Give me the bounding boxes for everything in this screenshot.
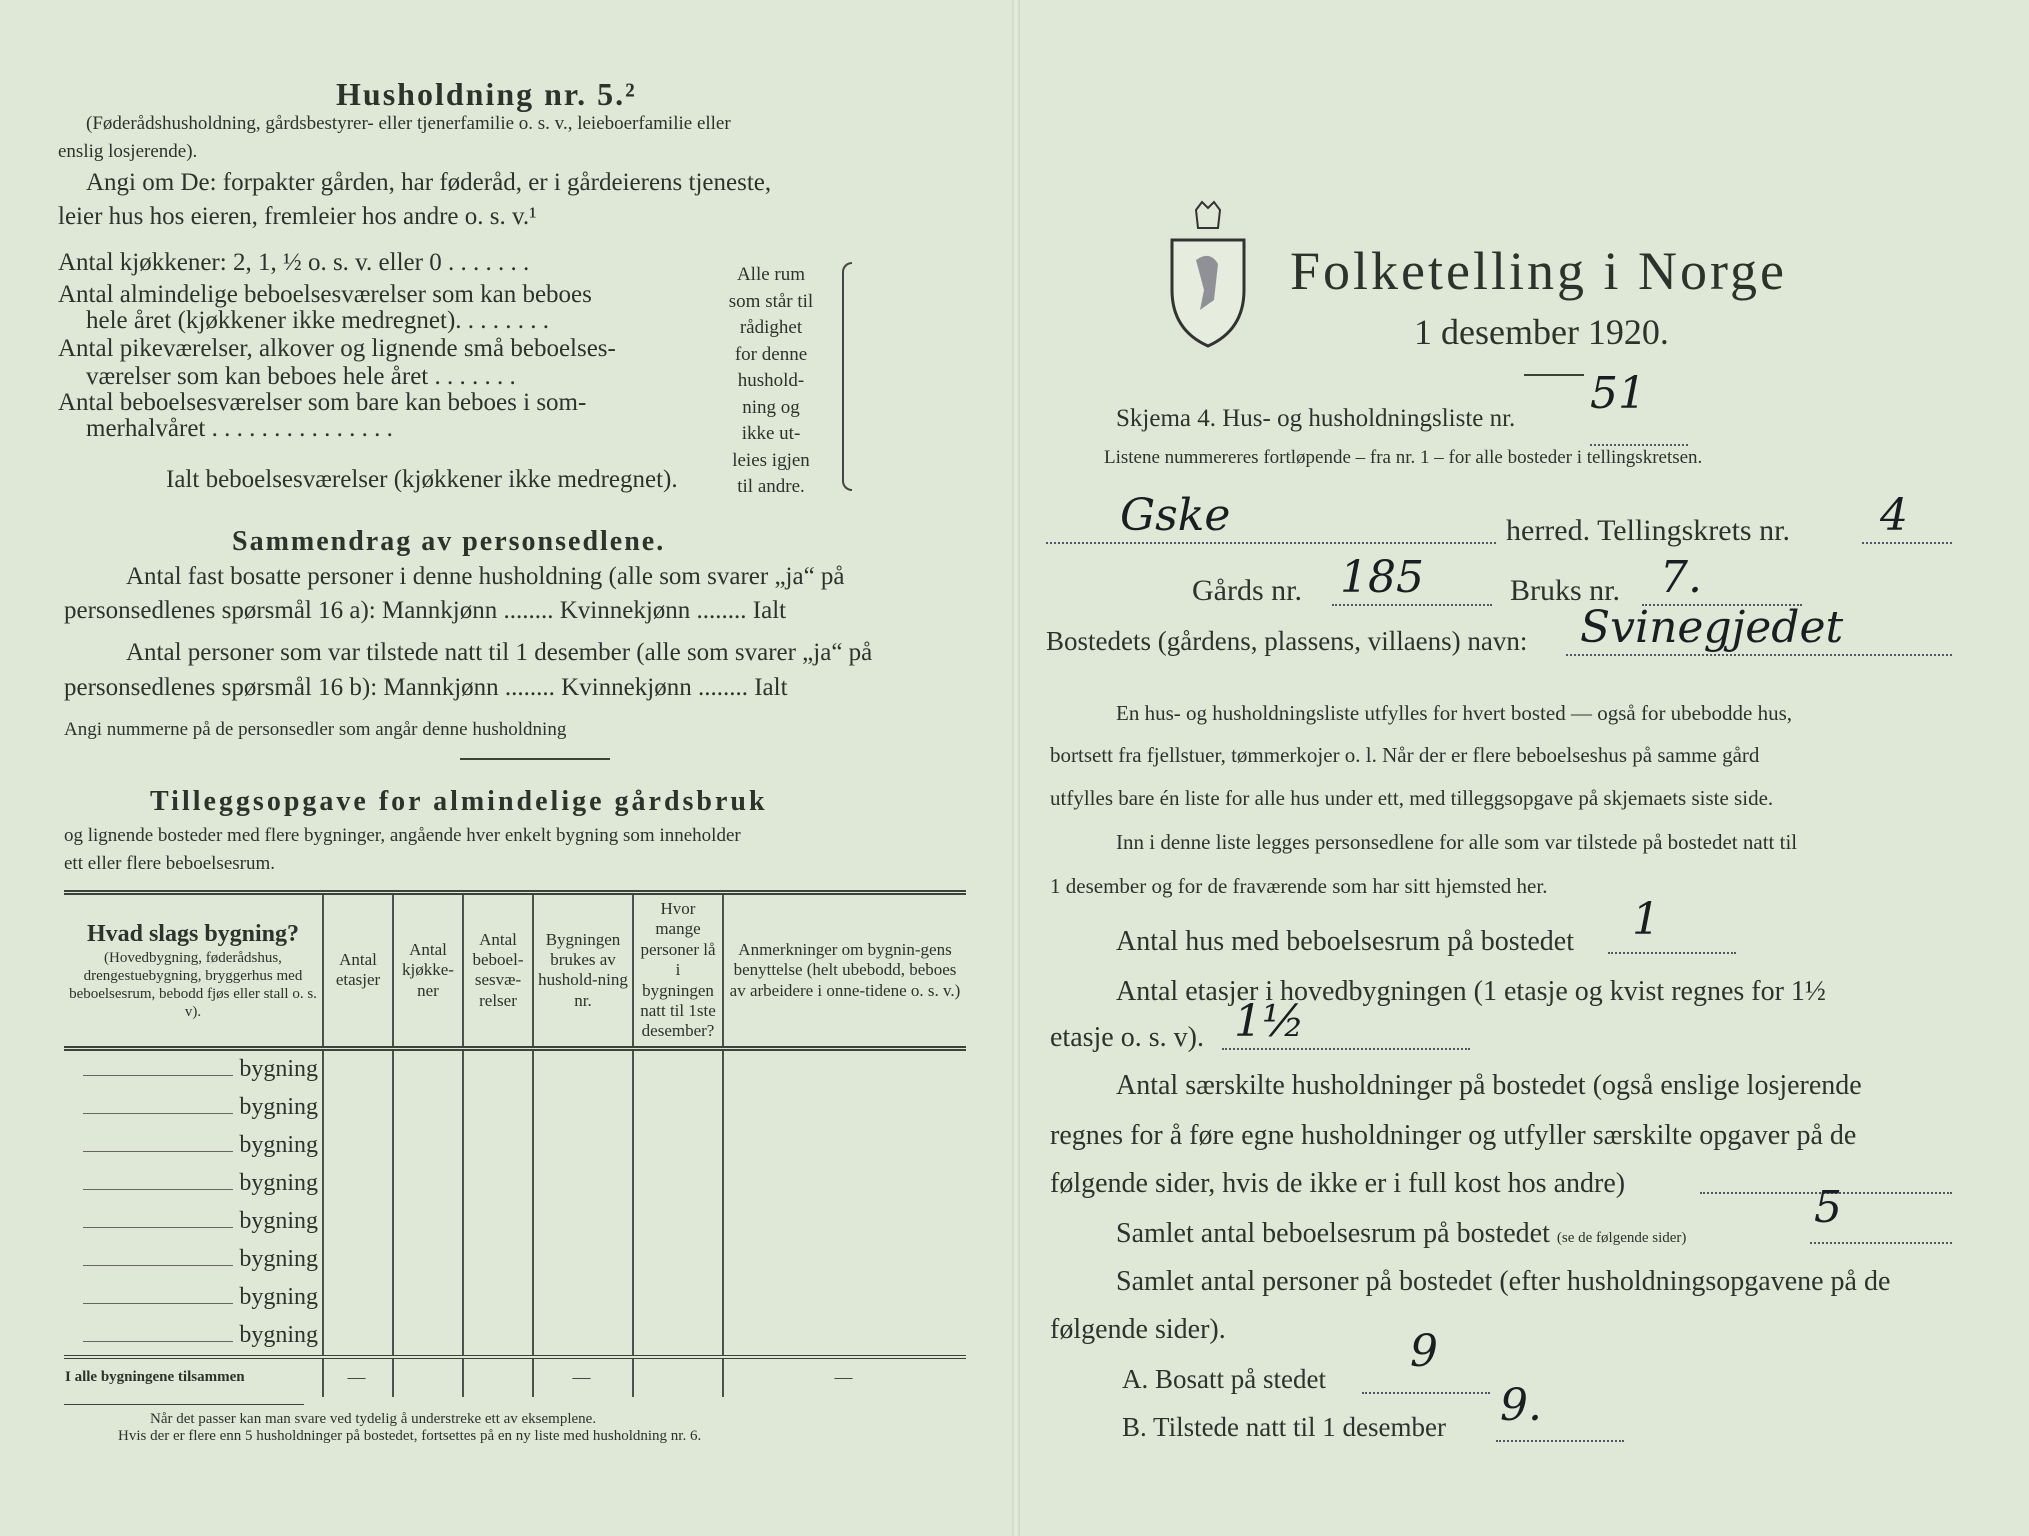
holding-nr-label: Bruks nr. [1510,574,1621,607]
instruction-text: Inn i denne liste legges personsedlene for alle som var tilstede på bostedet natt til [1116,830,1798,854]
side-note-line: som står til [728,290,814,312]
table-cell[interactable] [463,1089,533,1127]
table-row [64,1127,966,1165]
divider [460,758,610,760]
farm-nr-field[interactable]: 185 [1340,552,1424,603]
coat-of-arms-icon [1166,200,1250,350]
residence-name-label: Bostedets (gårdens, plassens, villaens) navn: [1046,626,1528,656]
table-cell[interactable] [533,1165,633,1203]
census-date: 1 desember 1920. [1414,312,1669,352]
table-cell[interactable] [393,1203,463,1241]
col-rooms: Antal beboel-sesvæ-relser [463,893,533,1049]
supplement-title: Tilleggsopgave for almindelige gårdsbruk [150,786,768,817]
table-cell[interactable] [533,1317,633,1357]
question-rooms: Antal almindelige beboelsesværelser som kan beboes [58,281,592,308]
table-cell[interactable] [633,1165,723,1203]
rooms-label [1116,1220,1686,1248]
table-cell[interactable] [533,1127,633,1165]
supplement-text: og lignende bosteder med flere bygninger, angående hver enkelt bygning som inneholder [64,825,741,846]
side-note-line: til andre. [737,476,805,497]
table-cell[interactable] [533,1279,633,1317]
municipality-field[interactable]: Gske [1120,490,1231,541]
footnote: Når det passer kan man svare ved tydelig å understreke ett av eksemplene. [150,1411,597,1427]
floors-field[interactable]: 1½ [1234,996,1305,1047]
table-cell[interactable] [463,1279,533,1317]
table-cell[interactable] [533,1203,633,1241]
summary-text: Antal fast bosatte personer i denne husholdning (alle som svarer „ja“ på [126,563,845,590]
rooms-hint: (se de følgende sider) [1556,1230,1687,1246]
table-cell[interactable] [323,1203,393,1241]
divider [1524,374,1584,376]
table-cell[interactable] [393,1089,463,1127]
question-small-rooms: Antal pikeværelser, alkover og lignende små beboelses- [58,335,616,362]
question-rooms: hele året (kjøkkener ikke medregnet). . . . . . . . [86,307,550,334]
table-cell[interactable] [633,1089,723,1127]
table-row [64,1048,966,1089]
houses-field[interactable]: 1 [1632,894,1660,945]
building-table [64,890,966,1397]
households-label: Antal særskilte husholdninger på bostedet (også enslige losjerende [1116,1070,1862,1101]
floors-label: etasje o. s. v). [1050,1022,1204,1053]
table-cell[interactable] [723,1048,966,1089]
table-cell[interactable] [393,1241,463,1279]
building-type-cell[interactable] [64,1048,323,1089]
angi-text: leier hus hos eieren, fremleier hos andre o. s. v.¹ [58,203,537,230]
side-note-line: ikke ut- [741,423,801,444]
table-cell[interactable] [533,1048,633,1089]
persons-label: Samlet antal personer på bostedet (efter husholdningsopgavene på de [1116,1266,1891,1297]
intro-text: enslig losjerende). [58,141,198,162]
supplement-text: ett eller flere beboelsesrum. [64,853,276,874]
summary-text: personsedlenes spørsmål 16 a): Mannkjønn ........ Kvinnekjønn ........ Ialt [64,597,787,624]
table-cell[interactable] [323,1279,393,1317]
intro-text: (Føderådshusholdning, gårdsbestyrer- eller tjenerfamilie o. s. v., leieboerfamilie eller [86,113,731,134]
col-persons: Hvor mange personer lå i bygningen natt til 1ste desember? [633,893,723,1049]
table-cell[interactable] [323,1127,393,1165]
table-cell[interactable] [633,1241,723,1279]
table-cell[interactable] [723,1317,966,1357]
instruction-text: 1 desember og for de fraværende som har sitt hjemsted her. [1050,874,1548,898]
table-cell[interactable] [723,1165,966,1203]
table-cell[interactable] [723,1203,966,1241]
row-label: bygning [239,1094,318,1121]
col-building-type [64,893,323,1049]
table-cell[interactable] [633,1203,723,1241]
district-number-field[interactable]: 4 [1880,490,1908,541]
table-cell[interactable] [533,1241,633,1279]
herred-label: herred. Tellingskrets nr. [1506,514,1790,547]
brace [842,262,852,491]
floors-label: Antal etasjer i hovedbygningen (1 etasje og kvist regnes for 1½ [1116,976,1826,1007]
table-cell[interactable] [723,1279,966,1317]
total-row [64,1357,966,1397]
table-cell[interactable] [463,1203,533,1241]
building-type-cell[interactable] [64,1089,323,1127]
footnote-rule [64,1404,304,1405]
row-label: bygning [239,1056,318,1083]
table-row [64,1165,966,1203]
row-label: bygning [239,1132,318,1159]
row-label: bygning [239,1322,318,1349]
building-type-cell[interactable] [64,1203,323,1241]
instruction-text: utfylles bare én liste for alle hus under ett, med tilleggsopgave på skjemaets siste side. [1050,786,1774,810]
table-cell[interactable] [723,1241,966,1279]
question-small-rooms: værelser som kan beboes hele året . . . . . . . [86,363,516,390]
table-row [64,1317,966,1357]
persons-label: følgende sider). [1050,1314,1226,1345]
instruction-text: bortsett fra fjellstuer, tømmerkojer o. l. Når der er flere beboelseshus på samme gård [1050,743,1760,767]
list-number[interactable]: 51 [1590,368,1646,419]
side-note-line: leies igjen [732,449,810,471]
angi-text: Angi om De: forpakter gården, har føderåd, er i gårdeierens tjeneste, [86,169,772,196]
households-label: følgende sider, hvis de ikke er i full kost hos andre) [1050,1168,1626,1199]
table-cell[interactable] [393,1127,463,1165]
table-cell[interactable] [633,1127,723,1165]
table-cell[interactable] [323,1241,393,1279]
rooms-label-text: Samlet antal beboelsesrum på bostedet [1116,1218,1550,1249]
col-household-nr: Bygningen brukes av hushold-ning nr. [533,893,633,1049]
table-cell[interactable] [393,1317,463,1357]
table-cell[interactable] [393,1048,463,1089]
instruction-text: En hus- og husholdningsliste utfylles for hvert bosted — også for ubebodde hus, [1116,701,1792,725]
table-cell[interactable] [323,1317,393,1357]
table-cell[interactable] [463,1317,533,1357]
households-label: regnes for å føre egne husholdninger og utfyller særskilte opgaver på de [1050,1120,1857,1151]
footnote: Hvis der er flere enn 5 husholdninger på bostedet, fortsettes på en ny liste med husholdning nr. 6. [118,1428,702,1444]
table-cell[interactable] [723,1127,966,1165]
question-summer-rooms: merhalvåret . . . . . . . . . . . . . . . [86,415,393,442]
farm-nr-label: Gårds nr. [1192,574,1302,607]
col-kitchens: Antal kjøkke-ner [393,893,463,1049]
table-cell[interactable] [463,1241,533,1279]
building-type-cell[interactable] [64,1241,323,1279]
side-note [712,262,830,497]
table-cell[interactable] [633,1279,723,1317]
table-cell[interactable] [323,1165,393,1203]
table-row [64,1089,966,1127]
table-cell[interactable] [323,1048,393,1089]
row-label: bygning [239,1170,318,1197]
question-kitchens: Antal kjøkkener: 2, 1, ½ o. s. v. eller 0 . . . . . . . [58,249,530,276]
table-row [64,1203,966,1241]
table-cell[interactable] [533,1089,633,1127]
table-cell[interactable] [323,1089,393,1127]
building-type-cell[interactable] [64,1165,323,1203]
side-note-line: Alle rum [736,264,806,285]
building-type-cell[interactable] [64,1279,323,1317]
summary-text: personsedlenes spørsmål 16 b): Mannkjønn ........ Kvinnekjønn ........ Ialt [64,674,788,701]
holding-nr-field[interactable]: 7. [1660,552,1702,603]
residence-name-field[interactable]: Svinegjedet [1580,602,1844,653]
side-note-line: for denne [734,343,808,365]
table-cell[interactable] [723,1089,966,1127]
dash: — [533,1357,633,1397]
table-cell[interactable] [633,1048,723,1089]
summary-title: Sammendrag av personsedlene. [232,526,666,557]
building-type-cell[interactable] [64,1127,323,1165]
side-note-line: hushold- [737,370,805,391]
table-cell[interactable] [463,1127,533,1165]
census-title: Folketelling i Norge [1290,241,1787,301]
table-row [64,1279,966,1317]
houses-label: Antal hus med beboelsesrum på bostedet [1116,926,1575,957]
summary-text: Antal personer som var tilstede natt til 1 desember (alle som svarer „ja“ på [126,639,873,666]
summary-text: Angi nummerne på de personsedler som angår denne husholdning [64,719,567,740]
table-cell[interactable] [393,1165,463,1203]
instruction-text: Listene nummereres fortløpende – fra nr. 1 – for alle bosteder i tellingskretsen. [1104,447,1703,468]
page-fold [1012,0,1020,1536]
row-label: bygning [239,1284,318,1311]
household-title: Husholdning nr. 5.² [336,76,637,112]
resident-label: A. Bosatt på stedet [1122,1364,1326,1394]
row-label: bygning [239,1246,318,1273]
side-note-line: ning og [742,396,800,418]
question-total-rooms: Ialt beboelsesværelser (kjøkkener ikke medregnet). [166,466,678,493]
building-type-cell[interactable] [64,1317,323,1357]
total-label: I alle bygningene tilsammen [64,1357,323,1397]
row-label: bygning [239,1208,318,1235]
present-label: B. Tilstede natt til 1 desember [1122,1412,1446,1442]
rooms-field[interactable]: 5 [1814,1182,1842,1233]
col-floors: Antal etasjer [323,893,393,1049]
header-text: Hvad slags bygning? [86,920,300,947]
header-text: (Hovedbygning, føderådshus, drengestuebygning, bryggerhus med beboelsesrum, bebodd fjøs eller stall o. s. v). [69,949,317,1020]
question-summer-rooms: Antal beboelsesværelser som bare kan beboes i som- [58,389,587,416]
present-field[interactable]: 9. [1500,1380,1542,1431]
side-note-line: rådighet [739,317,803,338]
dash: — [323,1357,393,1397]
form-label: Skjema 4. Hus- og husholdningsliste nr. [1116,405,1516,432]
dash: — [723,1357,966,1397]
table-cell[interactable] [463,1165,533,1203]
table-row [64,1241,966,1279]
col-remarks: Anmerkninger om bygnin-gens benyttelse (helt ubebodd, beboes av arbeidere i onne-tidene o. s. v.) [723,893,966,1049]
table-cell[interactable] [393,1279,463,1317]
resident-field[interactable]: 9 [1410,1326,1438,1377]
table-cell[interactable] [633,1317,723,1357]
table-cell[interactable] [463,1048,533,1089]
